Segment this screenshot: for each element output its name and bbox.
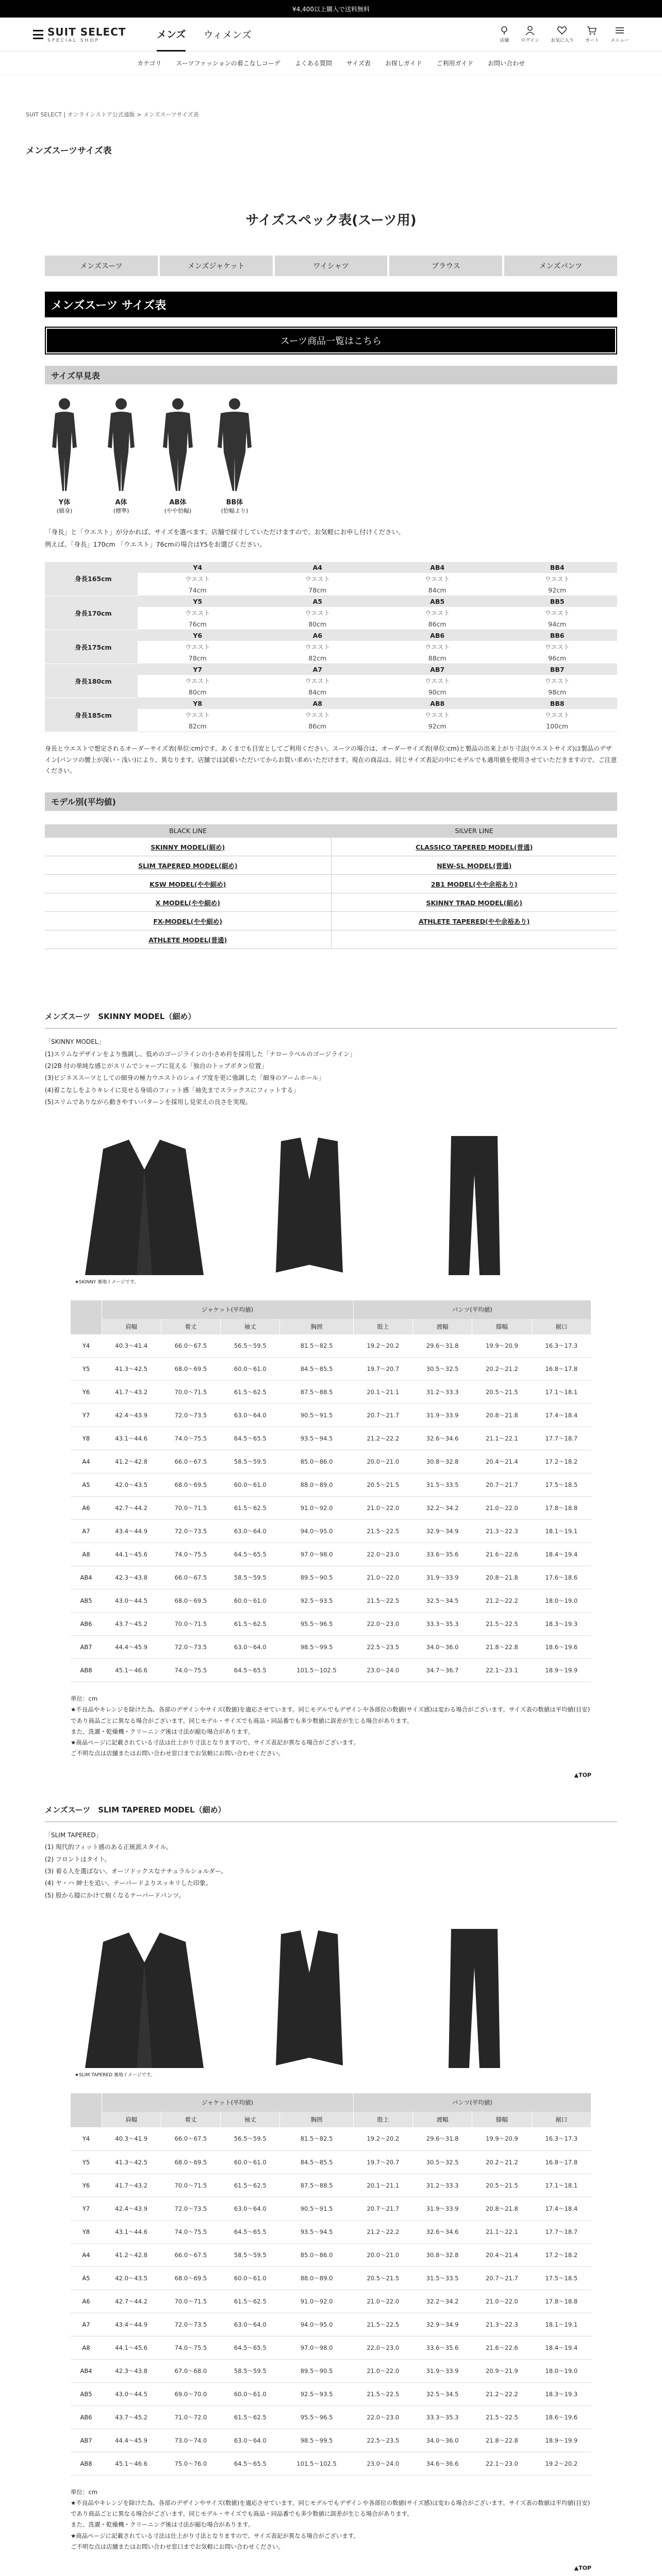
jacket-image: [75, 1926, 214, 2078]
waist-label: ウエスト: [498, 675, 618, 687]
size-code: Y6: [138, 630, 258, 641]
back-to-top-link[interactable]: ▲TOP: [574, 1771, 591, 1778]
size-chart-note: 身長とウエストで想定されるオーダーサイズ表(単位:cm)です。あくまでも目安としてご利用ください。スーツの場合は、オーダーサイズ表(単位:cm)と製品の出来上がり寸法(ウエストサイズ)は製品のデザイン(パンツの腰上が深い・浅い)により、異なります。店舗では試着いただいてからお買い求めいただけます。現在の商品は、同じサイズ表記の中にモデルでも適用値を使用させていただきますので、ご注意ください。: [45, 745, 617, 775]
table-row: Y8 43.1〜44.6 74.0〜75.5 64.5〜65.5 93.5〜94.5 21.2〜22.2 32.6〜34.6 21.1〜22.1 17.7〜18.7: [71, 2220, 591, 2243]
waist-value: 82cm: [138, 721, 258, 732]
waist-label: ウエスト: [377, 573, 498, 585]
body-type-label: A体: [115, 499, 127, 506]
header-icons: [499, 25, 629, 43]
height-label: 身長175cm: [45, 630, 138, 664]
waist-value: 78cm: [258, 585, 378, 596]
column-header: 渡幅: [412, 2112, 472, 2127]
jacket-header: ジャケット(平均値): [102, 2093, 353, 2112]
login-label: ログイン: [521, 38, 539, 43]
body-type-note: (細身): [56, 507, 73, 514]
waist-label: ウエスト: [377, 709, 498, 721]
brand-logo[interactable]: [33, 26, 146, 43]
person-silhouette-icon: [103, 396, 139, 494]
table-row: A8 44.1〜45.6 74.0〜75.5 64.5〜65.5 97.0〜98.0 22.0〜23.0 33.6〜35.6 21.6〜22.6 18.4〜19.4: [71, 1543, 591, 1566]
body-type-note: (恰幅より): [221, 507, 249, 514]
subnav-item-usage[interactable]: ご利用ガイド: [436, 60, 474, 67]
column-header: 着丈: [161, 1319, 220, 1334]
model-link[interactable]: ATHLETE TAPERED(やや余裕あり): [331, 912, 617, 930]
tab-blouse[interactable]: ブラウス: [389, 256, 502, 276]
waist-value: 96cm: [498, 653, 618, 664]
favorites-label: お気に入り: [550, 38, 574, 43]
table-footnote: 単位：cm ★不良品やキレンジを除けた為、各部のデザインやサイズ(数値)を適応させています。同じモデルでもデザインや各部位の数値(サイズ感)は変わる場合がございます。サイズ表の数値は平均値(目安)であり商品ごとに異なる場合がございます。同じモデル・サイズでも商品・同品番でも多少数値に誤差が生じる場合があります。 また、洗濯・乾燥機・クリーニング後は寸法が縮む場合があります。 ★商品ページに記載されている寸法は仕上がり寸法となりますので、サイズ表記が異なる場合がございます。 ご不明な点は店舗またはお問い合わせ窓口までお気軽にお問い合わせください。: [71, 2488, 590, 2550]
column-header: 股上: [353, 2112, 412, 2127]
table-row: AB6 43.7〜45.2 71.0〜72.0 61.5〜62.5 95.5〜96.5 22.0〜23.0 33.3〜35.3 21.5〜22.5 18.6〜19.6: [71, 2405, 591, 2429]
size-code: BB5: [498, 596, 618, 607]
table-row: A4 41.2〜42.8 66.0〜67.5 58.5〜59.5 85.0〜86.0 20.0〜21.0 30.8〜32.8 20.4〜21.4 17.2〜18.2: [71, 2243, 591, 2266]
body-type-label: AB体: [169, 499, 187, 506]
waist-value: 86cm: [258, 721, 378, 732]
table-row: A7 43.4〜44.9 72.0〜73.5 63.0〜64.0 94.0〜95.0 21.5〜22.5 32.9〜34.9 21.3〜22.3 18.1〜19.1: [71, 2313, 591, 2336]
table-row: AB4 42.3〜43.8 66.0〜67.5 58.5〜59.5 89.5〜90.5 21.0〜22.0 31.9〜33.9 20.8〜21.8 17.6〜18.6: [71, 1566, 591, 1589]
body-type-figure: [46, 396, 82, 515]
table-row: Y6 41.7〜43.2 70.0〜71.5 61.5〜62.5 87.5〜88.5 20.1〜21.1 31.2〜33.3 20.5〜21.5 17.1〜18.1: [71, 1381, 591, 1404]
size-code: A5: [258, 596, 378, 607]
size-code: BB6: [498, 630, 618, 641]
body-type-note: (標準): [113, 507, 129, 514]
cart-icon: [587, 25, 597, 36]
vest-image: [240, 1133, 379, 1278]
waist-value: 86cm: [377, 619, 498, 630]
waist-label: ウエスト: [138, 709, 258, 721]
login-button[interactable]: [521, 25, 539, 43]
table-row: AB6 43.7〜45.2 70.0〜71.5 61.5〜62.5 95.5〜96.5 22.0〜23.0 33.3〜35.3 21.5〜22.5 18.3〜19.3: [71, 1613, 591, 1636]
vest-image: [240, 1926, 379, 2071]
size-code: A4: [258, 562, 378, 573]
model-link[interactable]: NEW-SL MODEL(普通): [331, 856, 617, 875]
waist-label: ウエスト: [138, 675, 258, 687]
waist-value: 76cm: [138, 619, 258, 630]
table-footnote: 単位：cm ★不良品やキレンジを除けた為、各部のデザインやサイズ(数値)を適応させています。同じモデルでもデザインや各部位の数値(サイズ感)は変わる場合がございます。サイズ表の数値は平均値(目安)であり商品ごとに異なる場合がございます。同じモデル・サイズでも商品・同品番でも多少数値に誤差が生じる場合があります。 また、洗濯・乾燥機・クリーニング後は寸法が縮む場合があります。 ★商品ページに記載されている寸法は仕上がり寸法となりますので、サイズ表記が異なる場合がございます。 ご不明な点は店舗またはお問い合わせ窓口までお気軽にお問い合わせください。: [71, 1695, 590, 1757]
table-row: AB8 45.1〜46.6 74.0〜75.5 64.5〜65.5 101.5〜102.5 23.0〜24.0 34.7〜36.7 22.1〜23.1 18.9〜19.9: [71, 1659, 591, 1682]
tab-mens-suit[interactable]: メンズスーツ: [45, 256, 158, 276]
waist-value: 80cm: [138, 687, 258, 698]
size-code: AB8: [377, 698, 498, 709]
model-section: [0, 1011, 662, 1778]
menu-icon: [615, 25, 625, 36]
table-row: A6 42.7〜44.2 70.0〜71.5 61.5〜62.5 91.0〜92.0 21.0〜22.0 32.2〜34.2 21.0〜22.0 17.8〜18.8: [71, 2290, 591, 2313]
size-code: BB8: [498, 698, 618, 709]
waist-value: 100cm: [498, 721, 618, 732]
models-heading: モデル別(平均値): [45, 792, 617, 811]
announcement-text: ¥4,400以上購入で送料無料: [292, 5, 370, 13]
image-caption: ★SLIM TAPERED 裏地イメージです。: [75, 2073, 155, 2078]
model-link[interactable]: SKINNY MODEL(細め): [45, 838, 331, 856]
table-row: A4 41.2〜42.8 66.0〜67.5 58.5〜59.5 85.0〜86.0 20.0〜21.0 30.8〜32.8 20.4〜21.4 17.2〜18.2: [71, 1450, 591, 1473]
waist-value: 92cm: [377, 721, 498, 732]
model-link[interactable]: CLASSICO TAPERED MODEL(普通): [331, 838, 617, 856]
tab-womens[interactable]: ウィメンズ: [203, 29, 252, 41]
subnav-item-contact[interactable]: お問い合わせ: [488, 60, 525, 67]
product-images: [75, 1133, 662, 1285]
size-spec-table: [71, 1300, 591, 1683]
body-type-label: BB体: [226, 499, 243, 506]
size-spec-table: [71, 2093, 591, 2476]
waist-label: ウエスト: [258, 573, 378, 585]
pants-image: [405, 1133, 544, 1278]
waist-value: 82cm: [258, 653, 378, 664]
waist-value: 78cm: [138, 653, 258, 664]
site-header: [0, 18, 662, 52]
size-code: AB7: [377, 664, 498, 675]
column-header: 胸囲: [280, 2112, 353, 2127]
table-row: Y5 41.3〜42.5 68.0〜69.5 60.0〜61.0 84.5〜85.5 19.7〜20.7 30.5〜32.5 20.2〜21.2 16.8〜17.8: [71, 2150, 591, 2174]
model-title: メンズスーツ SKINNY MODEL（細め）: [45, 1011, 617, 1029]
size-category-tabs: [45, 256, 617, 276]
table-row: A6 42.7〜44.2 70.0〜71.5 61.5〜62.5 91.0〜92.0 21.0〜22.0 32.2〜34.2 21.0〜22.0 17.8〜18.8: [71, 1497, 591, 1520]
category-title: メンズスーツサイズ表: [26, 146, 112, 156]
person-silhouette-icon: [46, 396, 82, 494]
waist-label: ウエスト: [258, 709, 378, 721]
size-code: Y5: [138, 596, 258, 607]
menu-label: メニュー: [610, 38, 629, 43]
body-type-note: (やや恰幅): [164, 507, 192, 514]
gender-tabs: [157, 18, 252, 52]
models-table: [45, 824, 617, 950]
table-row: AB8 45.1〜46.6 75.0〜76.0 64.5〜65.5 101.5〜102.5 23.0〜24.0 34.6〜36.6 22.1〜23.0 19.2〜20.2: [71, 2452, 591, 2475]
size-chart-intro: 「身長」と「ウエスト」が分かれば、サイズを選べます。店舗で採寸していただけますので、お気軽にお申し付けください。 例えば、「身長」170cm 「ウエスト」76cmの場合はY5をお選びください。: [45, 528, 405, 548]
tab-dress-shirt[interactable]: ワイシャツ: [275, 256, 388, 276]
back-to-top-link[interactable]: ▲TOP: [574, 2565, 591, 2572]
waist-value: 84cm: [377, 585, 498, 596]
table-row: Y7 42.4〜43.9 72.0〜73.5 63.0〜64.0 90.5〜91.5 20.7〜21.7 31.9〜33.9 20.8〜21.8 17.4〜18.4: [71, 1404, 591, 1427]
tab-mens[interactable]: メンズ: [157, 18, 186, 52]
table-row: Y4 40.3〜41.4 66.0〜67.5 56.5〜59.5 81.5〜82.5 19.2〜20.2 29.6〜31.8 19.9〜20.9 16.3〜17.3: [71, 1334, 591, 1358]
model-line-header: SILVER LINE: [331, 824, 617, 838]
subnav-item-coordinate[interactable]: スーツファッションの着こなしコーデ: [176, 60, 280, 67]
body-type-figure: [103, 396, 139, 515]
column-header: 膝幅: [472, 1319, 532, 1334]
column-header: 肩幅: [102, 2112, 161, 2127]
size-code: Y7: [138, 664, 258, 675]
person-silhouette-icon: [217, 396, 253, 494]
height-label: 身長165cm: [45, 562, 138, 596]
model-title: メンズスーツ SLIM TAPERED MODEL（細め）: [45, 1804, 617, 1822]
body-type-label: Y体: [58, 499, 71, 506]
model-section: [0, 1804, 662, 2571]
table-row: Y6 41.7〜43.2 70.0〜71.5 61.5〜62.5 87.5〜88.5 20.1〜21.1 31.2〜33.3 20.5〜21.5 17.1〜18.1: [71, 2174, 591, 2197]
favorites-button[interactable]: [551, 25, 574, 43]
size-code: Y8: [138, 698, 258, 709]
pants-header: パンツ(平均値): [353, 2093, 591, 2112]
image-caption: ★SKINNY 裏地イメージです。: [75, 1279, 139, 1285]
waist-value: 94cm: [498, 619, 618, 630]
column-header: 膝幅: [472, 2112, 532, 2127]
brand-sub: SPECIAL SHOP: [47, 38, 100, 43]
menu-button[interactable]: [610, 25, 629, 43]
logo-mark-icon: [33, 30, 43, 39]
table-row: A7 43.4〜44.9 72.0〜73.5 63.0〜64.0 94.0〜95.0 21.5〜22.5 32.9〜34.9 21.3〜22.3 18.1〜19.1: [71, 1520, 591, 1543]
model-line-header: BLACK LINE: [45, 824, 331, 838]
table-row: Y5 41.3〜42.5 68.0〜69.5 60.0〜61.0 84.5〜85.5 19.7〜20.7 30.5〜32.5 20.2〜21.2 16.8〜17.8: [71, 1358, 591, 1381]
table-row: AB5 43.0〜44.5 69.0〜70.0 60.0〜61.0 92.5〜93.5 21.5〜22.5 32.5〜34.5 21.2〜22.2 18.3〜19.3: [71, 2382, 591, 2405]
cart-button[interactable]: [585, 25, 599, 43]
subnav-item-category[interactable]: カテゴリ: [137, 60, 162, 67]
pants-header: パンツ(平均値): [353, 1300, 591, 1319]
person-silhouette-icon: [160, 396, 196, 494]
tab-mens-jacket[interactable]: メンズジャケット: [160, 256, 273, 276]
table-row: AB7 44.4〜45.9 72.0〜73.5 63.0〜64.0 98.5〜99.5 22.5〜23.5 34.0〜36.0 21.8〜22.8 18.6〜19.6: [71, 1636, 591, 1659]
waist-value: 84cm: [258, 687, 378, 698]
column-header: 袖丈: [221, 1319, 280, 1334]
column-header: 裾口: [532, 1319, 591, 1334]
table-row: AB5 43.0〜44.5 68.0〜69.5 60.0〜61.0 92.5〜93.5 21.5〜22.5 32.5〜34.5 21.2〜22.2 18.0〜19.0: [71, 1589, 591, 1613]
waist-value: 74cm: [138, 585, 258, 596]
jacket-image: [75, 1133, 214, 1285]
subnav-item-size-chart[interactable]: サイズ表: [346, 60, 371, 67]
subnav-item-faq[interactable]: よくある質問: [294, 60, 332, 67]
waist-label: ウエスト: [258, 607, 378, 619]
size-code: A8: [258, 698, 378, 709]
waist-value: 90cm: [377, 687, 498, 698]
store-button[interactable]: [499, 25, 509, 43]
size-code: BB7: [498, 664, 618, 675]
table-row: Y8 43.1〜44.6 74.0〜75.5 64.5〜65.5 93.5〜94.5 21.2〜22.2 32.6〜34.6 21.1〜22.1 17.7〜18.7: [71, 1427, 591, 1450]
waist-label: ウエスト: [258, 641, 378, 653]
model-description: 「SLIM TAPERED」 (1) 現代的フィット感のある正統派スタイル。 (2) フロントはタイト。 (3) 着る人を選ばない、オーソドックスなナチュラルショルダー。 (4) ヤ・ハ 紳士を追い、テーパードよりスッキリした印象。 (5) 股から膝にかけて細くなるテーパードパンツ。: [45, 1831, 227, 1899]
waist-value: 92cm: [498, 585, 618, 596]
column-header: 肩幅: [102, 1319, 161, 1334]
column-header: 股上: [353, 1319, 412, 1334]
body-type-figures: [46, 396, 662, 515]
height-label: 身長185cm: [45, 698, 138, 732]
pants-image: [405, 1926, 544, 2071]
size-code: AB4: [377, 562, 498, 573]
column-header: 袖丈: [221, 2112, 280, 2127]
column-header: 胸囲: [280, 1319, 353, 1334]
waist-label: ウエスト: [377, 607, 498, 619]
size-code: AB5: [377, 596, 498, 607]
breadcrumb[interactable]: SUIT SELECT | オンラインストア公式通販 > メンズスーツサイズ表: [26, 111, 199, 118]
size-chart-heading: サイズ早見表: [45, 366, 617, 384]
column-header: 着丈: [161, 2112, 220, 2127]
table-row: A5 42.0〜43.5 68.0〜69.5 60.0〜61.0 88.0〜89.0 20.5〜21.5 31.5〜33.5 20.7〜21.7 17.5〜18.5: [71, 2266, 591, 2290]
model-link: [331, 930, 617, 949]
waist-value: 80cm: [258, 619, 378, 630]
waist-label: ウエスト: [498, 573, 618, 585]
size-code: A7: [258, 664, 378, 675]
model-link[interactable]: ATHLETE MODEL(普通): [45, 930, 331, 949]
user-icon: [525, 25, 535, 36]
size-code: Y4: [138, 562, 258, 573]
size-code: A6: [258, 630, 378, 641]
cart-label: カート: [585, 38, 599, 43]
page-title: サイズスペック表(スーツ用): [245, 213, 417, 228]
table-row: A8 44.1〜45.6 74.0〜75.5 64.5〜65.5 97.0〜98.0 22.0〜23.0 33.6〜35.6 21.6〜22.6 18.4〜19.4: [71, 2336, 591, 2359]
table-row: AB4 42.3〜43.8 67.0〜68.0 58.5〜59.5 89.5〜90.5 21.0〜22.0 31.9〜33.9 20.9〜21.9 18.0〜19.0: [71, 2359, 591, 2382]
model-link[interactable]: FX-MODEL(やや細め): [45, 912, 331, 930]
table-row: Y4 40.3〜41.9 66.0〜67.5 56.5〜59.5 81.5〜82.5 19.2〜20.2 29.6〜31.8 19.9〜20.9 16.3〜17.3: [71, 2127, 591, 2150]
waist-value: 88cm: [377, 653, 498, 664]
waist-label: ウエスト: [377, 675, 498, 687]
model-link[interactable]: SLIM TAPERED MODEL(細め): [45, 856, 331, 875]
table-row: A5 42.0〜43.5 68.0〜69.5 60.0〜61.0 88.0〜89.0 20.5〜21.5 31.5〜33.5 20.7〜21.7 17.5〜18.5: [71, 1473, 591, 1497]
waist-label: ウエスト: [138, 573, 258, 585]
model-link[interactable]: X MODEL(やや細め): [45, 893, 331, 912]
waist-label: ウエスト: [138, 641, 258, 653]
suit-list-button[interactable]: スーツ商品一覧はこちら: [45, 327, 617, 354]
column-header: 裾口: [532, 2112, 591, 2127]
waist-label: ウエスト: [498, 607, 618, 619]
announcement-bar: [0, 0, 662, 18]
size-code: BB4: [498, 562, 618, 573]
waist-label: ウエスト: [258, 675, 378, 687]
tab-mens-pants[interactable]: メンズパンツ: [504, 256, 617, 276]
height-waist-table: [45, 562, 617, 733]
subnav-item-guide[interactable]: お探しガイド: [385, 60, 422, 67]
column-header: 渡幅: [412, 1319, 472, 1334]
body-type-figure: [160, 396, 196, 515]
size-code: AB6: [377, 630, 498, 641]
model-link[interactable]: 2B1 MODEL(やや余裕あり): [331, 875, 617, 893]
model-link[interactable]: KSW MODEL(やや細め): [45, 875, 331, 893]
store-label: 店舗: [500, 38, 509, 43]
store-icon: [499, 25, 509, 36]
height-label: 身長170cm: [45, 596, 138, 630]
height-label: 身長180cm: [45, 664, 138, 698]
waist-label: ウエスト: [377, 641, 498, 653]
sub-navigation: [0, 52, 662, 75]
product-images: [75, 1926, 662, 2078]
table-row: Y7 42.4〜43.9 72.0〜73.5 63.0〜64.0 90.5〜91.5 20.7〜21.7 31.9〜33.9 20.8〜21.8 17.4〜18.4: [71, 2197, 591, 2220]
jacket-header: ジャケット(平均値): [102, 1300, 353, 1319]
waist-value: 98cm: [498, 687, 618, 698]
model-link[interactable]: SKINNY TRAD MODEL(細め): [331, 893, 617, 912]
brand-name: SUIT SELECT: [47, 25, 126, 38]
waist-label: ウエスト: [498, 709, 618, 721]
section-title: メンズスーツ サイズ表: [45, 292, 617, 317]
body-type-figure: [217, 396, 253, 515]
model-description: 「SKINNY MODEL」 (1)スリムなデザインをより強調し、低めのゴージラインの小さめ衿を採用した「ナローラペルのゴージライン」 (2)2B 付の単純な感じがスリムでシャープに見える「独自のトップボタン位置」 (3)ビジネススーツとしての細身の極力ウエストのシェイプ度を更に強調した「細身のアームホール」 (4)着こなしをよりキレイに見せる身頃のフィット感「袖先までスラックスにフィットする」 (5)スリムでありながら動きやすいパターンを採用し見栄えの良さを実現。: [45, 1038, 356, 1106]
waist-label: ウエスト: [498, 641, 618, 653]
waist-label: ウエスト: [138, 607, 258, 619]
heart-icon: [557, 25, 567, 36]
table-row: AB7 44.4〜45.9 73.0〜74.0 63.0〜64.0 98.5〜99.5 22.5〜23.5 34.0〜36.0 21.8〜22.8 18.9〜19.9: [71, 2429, 591, 2452]
